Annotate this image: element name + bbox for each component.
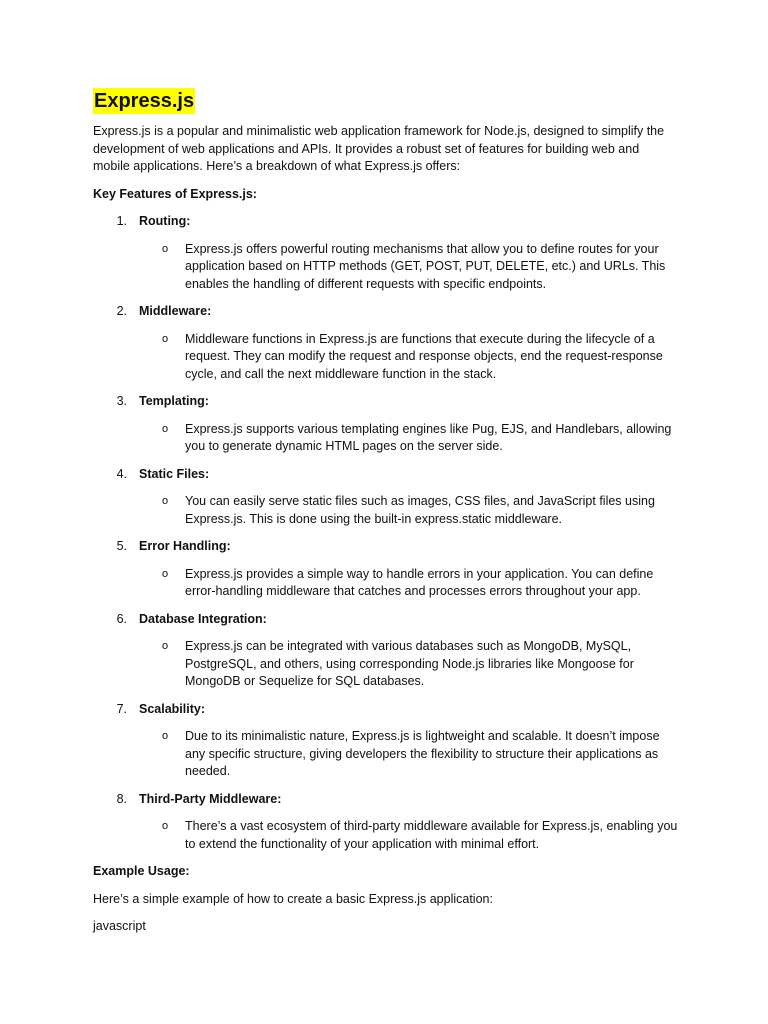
feature-item: [93, 791, 678, 854]
feature-name: Error Handling:: [139, 539, 231, 553]
feature-item: [93, 611, 678, 691]
feature-name: Database Integration:: [139, 611, 267, 626]
feature-description: Express.js can be integrated with various databases such as MongoDB, MySQL, PostgreSQL, and others, using corresponding Node.js libraries like Mongoose for MongoDB or Sequelize for SQL databases.: [185, 639, 634, 688]
feature-item: [93, 466, 678, 529]
bullet-icon: o: [162, 567, 169, 580]
feature-description: Express.js supports various templating engines like Pug, EJS, and Handlebars, allowing you to generate dynamic HTML pages on the server side.: [185, 421, 672, 453]
bullet-icon: o: [162, 640, 169, 652]
features-list: [93, 213, 678, 853]
bullet-icon: o: [162, 242, 169, 255]
bullet-icon: o: [162, 820, 169, 832]
example-intro: Here’s a simple example of how to create a basic Express.js application:: [93, 891, 493, 906]
document-page: [93, 88, 678, 946]
feature-item: [93, 303, 678, 383]
intro-paragraph: Express.js is a popular and minimalistic web application framework for Node.js, designed to simplify the development of web applications and APIs. It provides a robust set of features for building web and mobile applications. Here’s a breakdown of what Express.js offers:: [93, 124, 665, 173]
feature-item: [93, 538, 678, 601]
feature-name: Scalability:: [139, 701, 205, 716]
bullet-icon: o: [162, 332, 169, 345]
feature-description: Middleware functions in Express.js are functions that execute during the lifecycle of a request. They can modify the request and response objects, end the request-response cycle, and call the next middleware function in the stack.: [185, 331, 663, 381]
feature-name: Routing:: [139, 214, 191, 228]
feature-number: 3.: [116, 394, 127, 408]
feature-number: 5.: [116, 539, 127, 553]
example-heading: Example Usage:: [93, 864, 190, 878]
feature-number: 8.: [116, 791, 127, 806]
feature-number: 7.: [116, 701, 127, 716]
feature-description: You can easily serve static files such as images, CSS files, and JavaScript files using Express.js. This is done using the built-in express.static middleware.: [185, 494, 655, 526]
feature-number: 4.: [116, 466, 127, 481]
feature-description: Express.js offers powerful routing mechanisms that allow you to define routes for your application based on HTTP methods (GET, POST, PUT, DELETE, etc.) and URLs. This enables the handling of different requests with specific endpoints.: [185, 241, 666, 291]
feature-description: Express.js provides a simple way to handle errors in your application. You can define error-handling middleware that catches and processes errors throughout your app.: [185, 566, 654, 598]
feature-description: Due to its minimalistic nature, Express.js is lightweight and scalable. It doesn’t impose any specific structure, giving developers the flexibility to structure their applications as needed.: [185, 729, 660, 778]
feature-number: 1.: [116, 214, 127, 228]
bullet-icon: o: [162, 730, 169, 742]
feature-number: 6.: [116, 611, 127, 626]
feature-number: 2.: [116, 304, 127, 318]
feature-item: [93, 213, 678, 293]
feature-name: Third-Party Middleware:: [139, 791, 282, 806]
feature-item: [93, 701, 678, 781]
feature-item: [93, 393, 678, 456]
feature-name: Static Files:: [139, 466, 210, 481]
features-heading: Key Features of Express.js:: [93, 186, 257, 201]
bullet-icon: o: [162, 495, 169, 507]
feature-description: There’s a vast ecosystem of third-party middleware available for Express.js, enabling you to extend the functionality of your application with minimal effort.: [185, 819, 678, 851]
document-title: Express.js: [94, 90, 195, 112]
feature-name: Middleware:: [139, 304, 212, 318]
code-language-label: javascript: [93, 919, 146, 933]
bullet-icon: o: [162, 422, 169, 435]
feature-name: Templating:: [139, 394, 209, 408]
